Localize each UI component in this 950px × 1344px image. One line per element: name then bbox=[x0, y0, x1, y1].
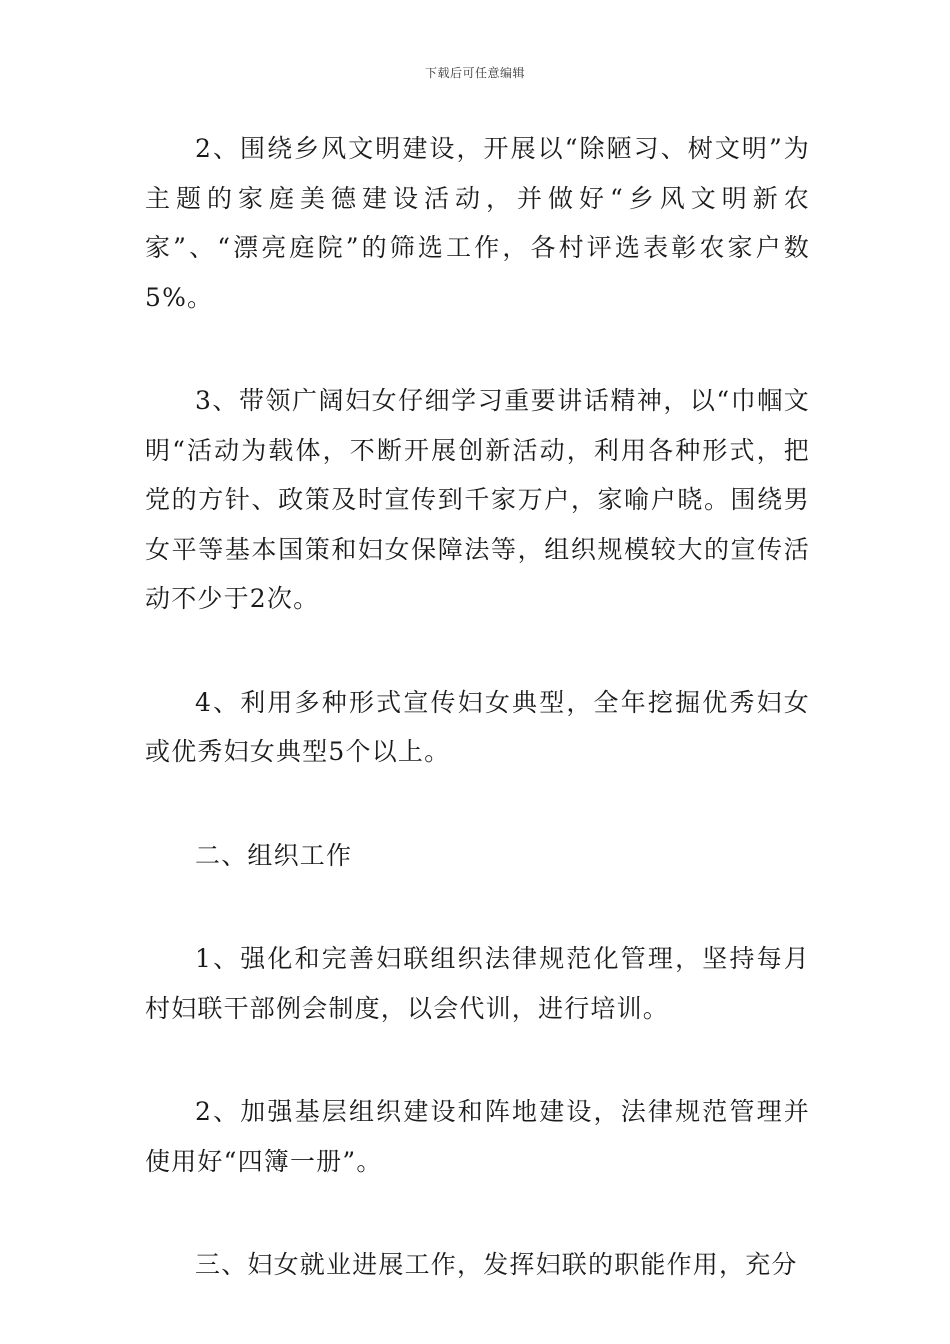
paragraph-grassroots-building: 2、加强基层组织建设和阵地建设，法律规范管理并使用好“四簿一册”。 bbox=[145, 1097, 810, 1176]
header-note: 下载后可任意编辑 bbox=[424, 66, 525, 80]
section-heading-employment: 三、妇女就业进展工作，发挥妇联的职能作用，充分 bbox=[195, 1250, 798, 1279]
paragraph-promote-models: 4、利用多种形式宣传妇女典型，全年挖掘优秀妇女或优秀妇女典型5个以上。 bbox=[145, 687, 810, 766]
paragraph-village-civilization: 2、围绕乡风文明建设，开展以“除陋习、树文明”为主题的家庭美德建设活动，并做好“乡风文明新农家”、“漂亮庭院”的筛选工作，各村评选表彰农家户数5%。 bbox=[145, 134, 810, 312]
section-heading-organization: 二、组织工作 bbox=[195, 840, 353, 870]
paragraph-study-spirit: 3、带领广阔妇女仔细学习重要讲话精神，以“巾帼文明“活动为载体，不断开展创新活动，利用各种形式，把党的方针、政策及时宣传到千家万户，家喻户晓。围绕男女平等基本国策和妇女保障法等，组织规模较大的宣传活动不少于2次。 bbox=[145, 386, 810, 613]
document-body bbox=[145, 124, 810, 1344]
paragraph-standardized-management: 1、强化和完善妇联组织法律规范化管理，坚持每月村妇联干部例会制度，以会代训，进行培训。 bbox=[145, 944, 810, 1023]
